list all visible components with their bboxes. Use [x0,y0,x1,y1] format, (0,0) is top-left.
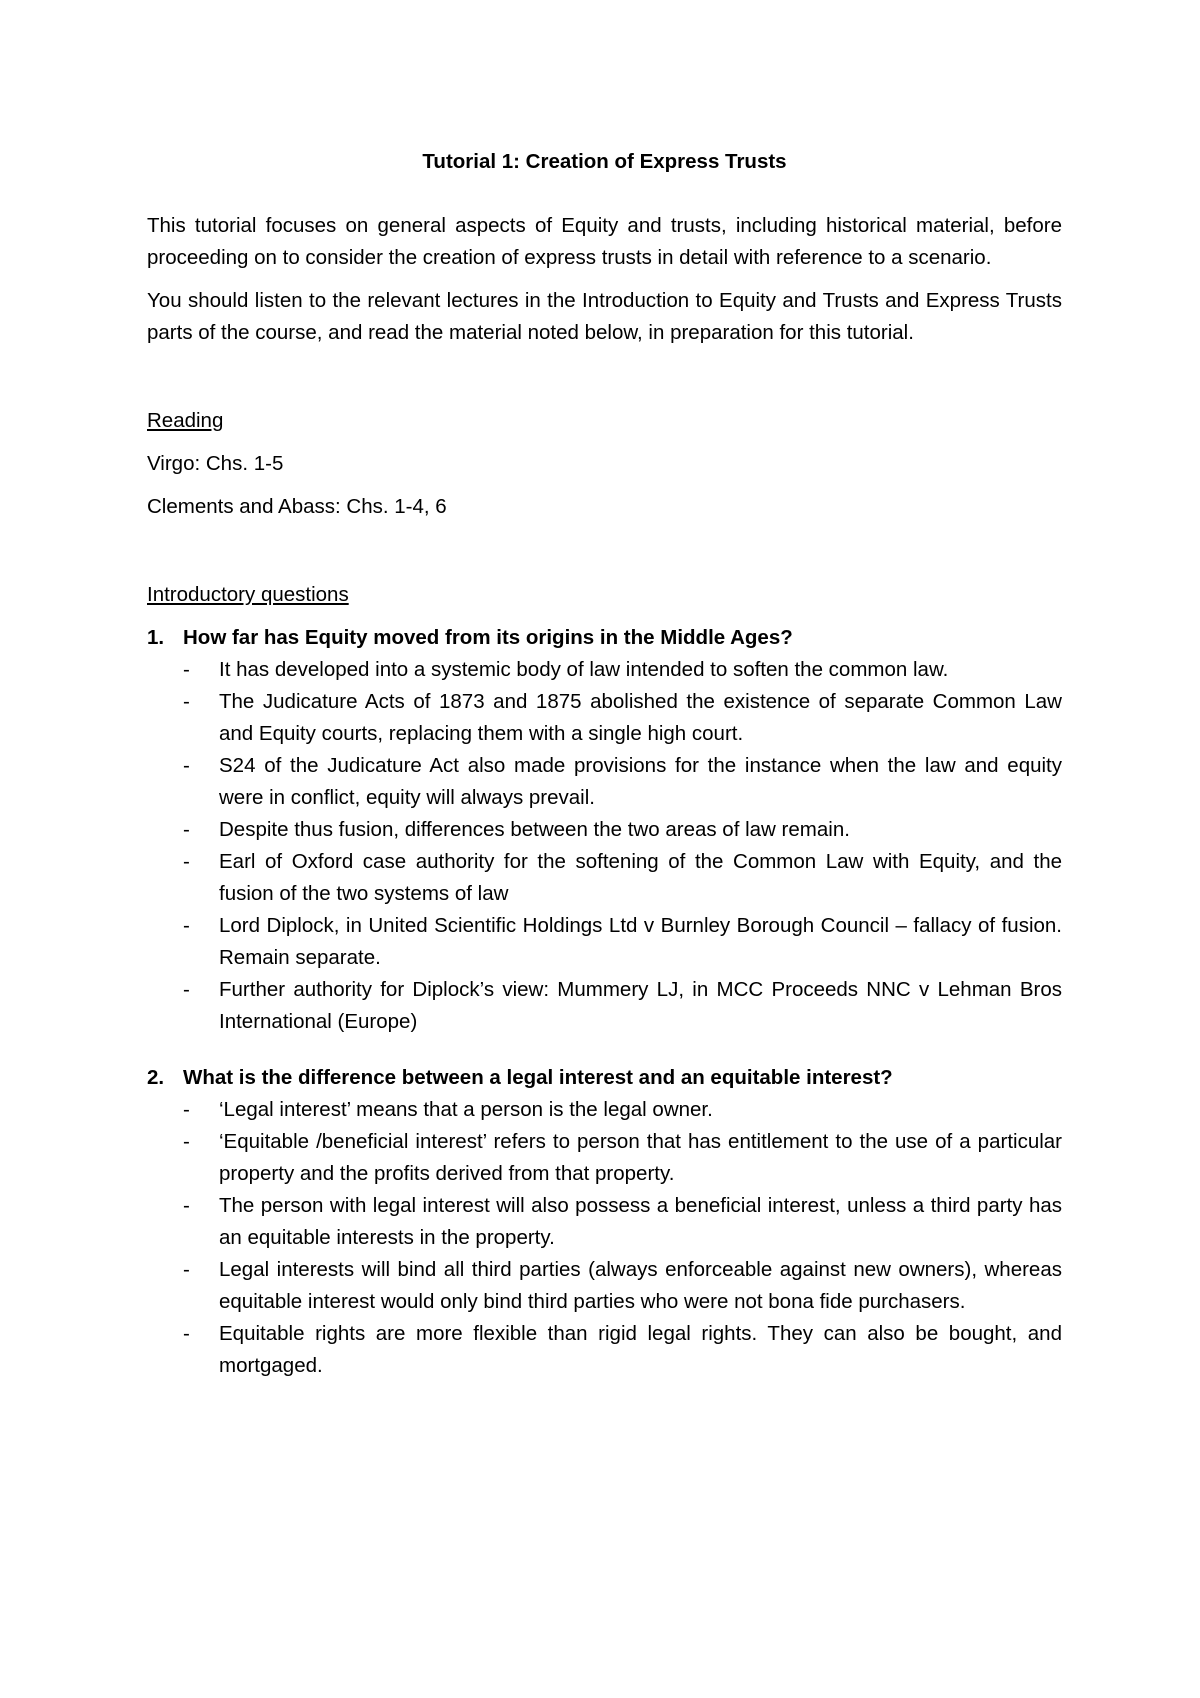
intro-paragraph-1: This tutorial focuses on general aspects of Equity and trusts, including historical material, before proceeding on to consider the creation of express trusts in detail with reference to a scenario. [147,214,1062,269]
bullet-dash: - [183,658,190,681]
question-2 [147,1062,1062,1094]
list-item: - Lord Diplock, in United Scientific Holdings Ltd v Burnley Borough Council – fallacy of fusion. Remain separate. [147,910,1062,974]
question-text: What is the difference between a legal interest and an equitable interest? [183,1066,893,1089]
list-item: - Further authority for Diplock’s view: Mummery LJ, in MCC Proceeds NNC v Lehman Bros International (Europe) [147,974,1062,1038]
intro-paragraph-2: You should listen to the relevant lectures in the Introduction to Equity and Trusts and Express Trusts parts of the course, and read the material noted below, in preparation for this tutorial. [147,289,1062,344]
list-item: - Legal interests will bind all third parties (always enforceable against new owners), whereas equitable interest would only bind third parties who were not bona fide purchasers. [147,1254,1062,1318]
bullet-dash: - [183,1098,190,1121]
list-item: - Earl of Oxford case authority for the softening of the Common Law with Equity, and the fusion of the two systems of law [147,846,1062,910]
question-text: How far has Equity moved from its origins in the Middle Ages? [183,626,793,649]
list-item: - S24 of the Judicature Act also made provisions for the instance when the law and equity were in conflict, equity will always prevail. [147,750,1062,814]
reading-item-virgo: Virgo: Chs. 1-5 [147,452,284,475]
question-number: 2. [147,1066,165,1089]
list-item: - ‘Legal interest’ means that a person is the legal owner. [147,1094,1062,1126]
bullet-dash: - [183,1194,190,1217]
bullet-dash: - [183,1258,190,1281]
bullet-dash: - [183,1130,190,1153]
bullet-dash: - [183,914,190,937]
document-page [147,146,1062,1382]
reading-heading: Reading [147,409,224,432]
bullet-dash: - [183,818,190,841]
list-item: - ‘Equitable /beneficial interest’ refers to person that has entitlement to the use of a particular property and the profits derived from that property. [147,1126,1062,1190]
question-1 [147,622,1062,654]
list-item: - It has developed into a systemic body of law intended to soften the common law. [147,654,1062,686]
bullet-dash: - [183,754,190,777]
question-1-answer-list [147,654,1062,1038]
list-item: - The person with legal interest will also possess a beneficial interest, unless a third party has an equitable interests in the property. [147,1190,1062,1254]
bullet-dash: - [183,850,190,873]
bullet-dash: - [183,1322,190,1345]
bullet-dash: - [183,978,190,1001]
list-item: - Despite thus fusion, differences between the two areas of law remain. [147,814,1062,846]
list-item: - The Judicature Acts of 1873 and 1875 abolished the existence of separate Common Law and Equity courts, replacing them with a single high court. [147,686,1062,750]
list-item: - Equitable rights are more flexible than rigid legal rights. They can also be bought, and mortgaged. [147,1318,1062,1382]
reading-item-clements: Clements and Abass: Chs. 1-4, 6 [147,495,447,518]
document-title: Tutorial 1: Creation of Express Trusts [422,150,787,173]
question-2-answer-list [147,1094,1062,1382]
introductory-questions-heading: Introductory questions [147,583,349,606]
question-number: 1. [147,626,165,649]
bullet-dash: - [183,690,190,713]
